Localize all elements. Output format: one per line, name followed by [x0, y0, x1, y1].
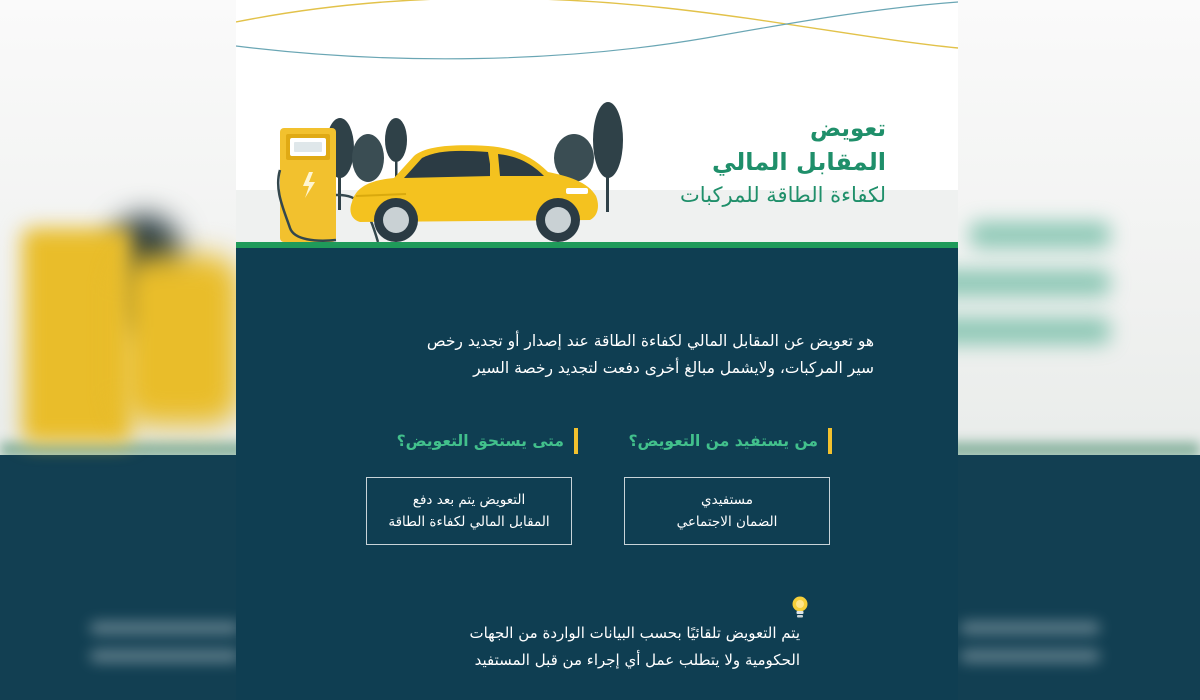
backdrop-text-blur	[90, 622, 240, 634]
answer-line: التعويض يتم بعد دفع	[412, 492, 526, 508]
note-line: يتم التعويض تلقائيًا بحسب البيانات الواردة من الجهات	[469, 624, 800, 642]
decorative-waves	[236, 0, 958, 70]
question-who-benefits	[628, 426, 832, 456]
accent-bar	[574, 428, 578, 454]
backdrop-charger	[22, 228, 132, 443]
title-line-2: المقابل المالي	[711, 148, 886, 176]
title-line-1: تعويض	[809, 116, 886, 142]
backdrop-title-blur	[970, 222, 1110, 248]
answer-line: الضمان الاجتماعي	[676, 514, 778, 530]
backdrop-car	[120, 255, 240, 425]
answer-line: المقابل المالي لكفاءة الطاقة	[388, 514, 550, 530]
lightbulb-icon	[789, 594, 811, 620]
backdrop-text-blur	[90, 650, 240, 662]
ev-charging-illustration	[276, 100, 636, 248]
answer-box-when	[366, 477, 572, 545]
ev-charger-icon	[278, 128, 336, 242]
question-text: متى يستحق التعويض؟	[396, 432, 564, 450]
intro-text	[314, 328, 874, 382]
intro-line: هو تعويض عن المقابل المالي لكفاءة الطاقة عند إصدار أو تجديد رخص	[426, 332, 874, 350]
infographic-card	[236, 0, 958, 700]
accent-bar	[828, 428, 832, 454]
title-line-3: لكفاءة الطاقة للمركبات	[680, 183, 886, 207]
intro-line: سير المركبات، ولايشمل مبالغ أخرى دفعت لتجديد رخصة السير	[473, 359, 874, 377]
answer-box-who	[624, 477, 830, 545]
note-text	[380, 620, 800, 674]
question-text: من يستفيد من التعويض؟	[628, 432, 818, 450]
backdrop-text-blur	[960, 622, 1100, 634]
question-when-eligible	[397, 426, 578, 456]
backdrop-text-blur	[960, 650, 1100, 662]
answer-line: مستفيدي	[701, 492, 753, 508]
note-line: الحكومية ولا يتطلب عمل أي إجراء من قبل المستفيد	[474, 651, 800, 669]
